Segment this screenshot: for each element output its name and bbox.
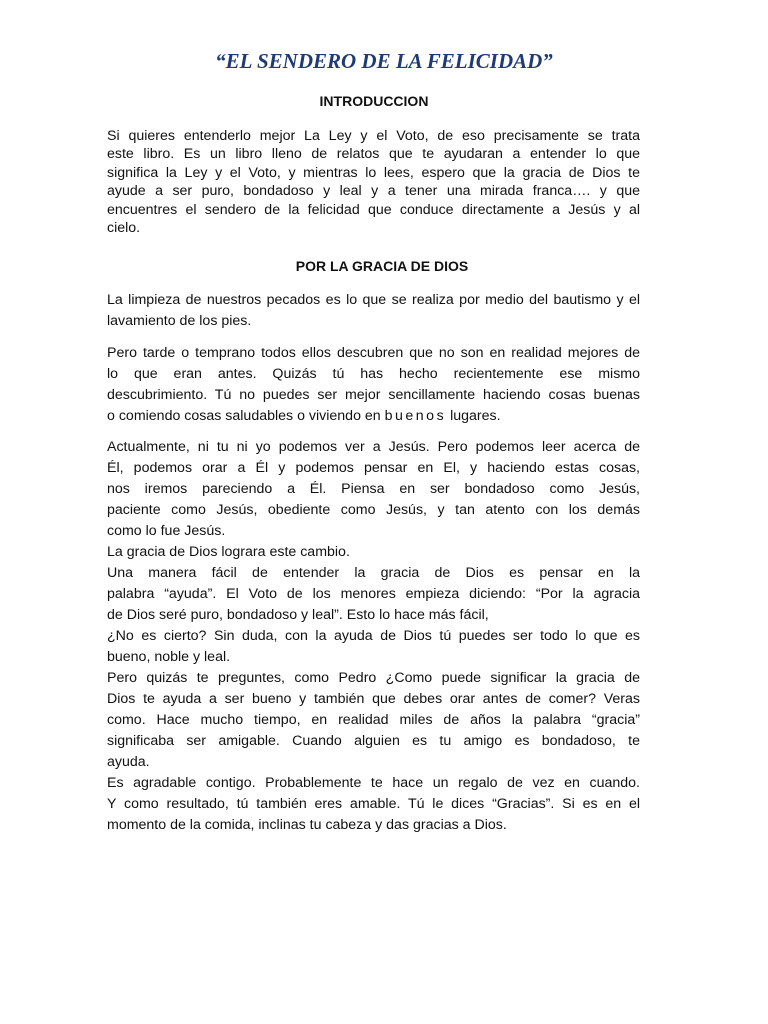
text-line: este libro. Es un libro lleno de relatos que te ayudaran a entender lo que — [107, 146, 640, 163]
text-line: ayuda. — [107, 754, 150, 770]
text-fragment: o comiendo cosas saludables o viviendo en — [107, 408, 385, 424]
text-line: nos iremos pareciendo a Él. Piensa en ser bondadoso como Jesús, — [107, 481, 640, 497]
text-fragment: lugares. — [446, 408, 501, 424]
actualmente-paragraph — [107, 437, 640, 836]
text-line: significaba ser amigable. Cuando alguien es tu amigo es bondadoso, te — [107, 733, 640, 749]
text-line: Si quieres entenderlo mejor La Ley y el Voto, de eso precisamente se trata — [107, 128, 640, 144]
text-line: La gracia de Dios lograra este cambio. — [107, 544, 350, 560]
text-line: de Dios seré puro, bondadoso y leal”. Esto lo hace más fácil, — [107, 607, 489, 623]
spaced-word: buenos — [384, 408, 447, 424]
text-line: momento de la comida, inclinas tu cabeza y das gracias a Dios. — [107, 817, 507, 833]
tarde-paragraph — [107, 343, 640, 427]
text-line: Dios te ayuda a ser bueno y también que debes orar antes de comer? Veras — [107, 691, 640, 707]
text-line: descubrimiento. Tú no puedes ser mejor sencillamente haciendo cosas buenas — [107, 387, 640, 403]
text-line: palabra “ayuda”. El Voto de los menores empieza diciendo: “Por la agracia — [107, 586, 640, 602]
text-line: lo que eran antes. Quizás tú has hecho recientemente ese mismo — [107, 366, 640, 382]
text-line: ¿No es cierto? Sin duda, con la ayuda de Dios tú puedes ser todo lo que es — [107, 628, 640, 644]
text-line: paciente como Jesús, obediente como Jesús, y tan atento con los demás — [107, 502, 640, 518]
intro-heading: INTRODUCCION — [319, 93, 429, 109]
text-line: Pero tarde o temprano todos ellos descubren que no son en realidad mejores de — [107, 345, 640, 361]
text-line: significa la Ley y el Voto, y mientras lo lees, espero que la gracia de Dios te — [107, 164, 640, 181]
gracia-heading: POR LA GRACIA DE DIOS — [295, 258, 469, 274]
text-line: cielo. — [107, 219, 141, 236]
text-line: como. Hace mucho tiempo, en realidad miles de años la palabra “gracia” — [107, 712, 640, 728]
bautismo-paragraph — [107, 290, 640, 332]
text-line: La limpieza de nuestros pecados es lo que se realiza por medio del bautismo y el — [107, 292, 640, 308]
text-line: Una manera fácil de entender la gracia de Dios es pensar en la — [107, 565, 640, 581]
document-title: “EL SENDERO DE LA FELICIDAD” — [215, 49, 553, 73]
text-line: lavamiento de los pies. — [107, 313, 252, 329]
text-line — [107, 406, 640, 427]
text-line: Y como resultado, tú también eres amable. Tú le dices “Gracias”. Si es en el — [107, 796, 640, 812]
text-line: Es agradable contigo. Probablemente te hace un regalo de vez en cuando. — [107, 775, 640, 791]
intro-paragraph — [107, 127, 640, 237]
text-line: Actualmente, ni tu ni yo podemos ver a Jesús. Pero podemos leer acerca de — [107, 439, 640, 455]
text-line: bueno, noble y leal. — [107, 649, 231, 665]
text-line: encuentres el sendero de la felicidad que conduce directamente a Jesús y al — [107, 201, 640, 218]
text-line: Él, podemos orar a Él y podemos pensar en El, y haciendo estas cosas, — [107, 460, 640, 476]
text-line: ayude a ser puro, bondadoso y leal y a tener una mirada franca…. y que — [107, 183, 640, 200]
text-line: Pero quizás te preguntes, como Pedro ¿Como puede significar la gracia de — [107, 670, 640, 686]
text-line: como lo fue Jesús. — [107, 523, 226, 539]
